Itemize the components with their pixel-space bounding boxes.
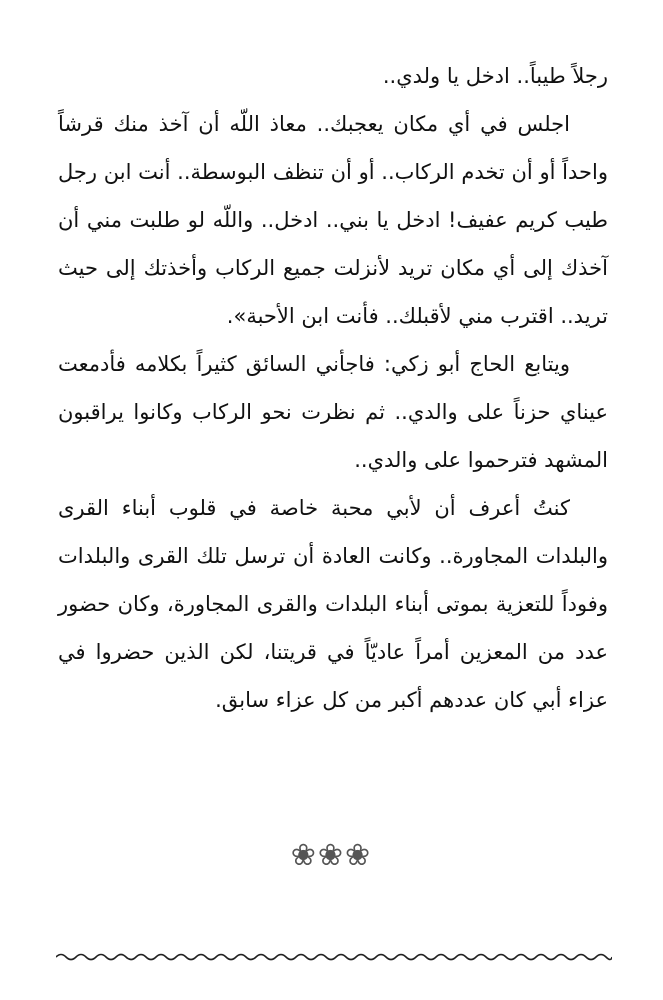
paragraph-4: كنتُ أعرف أن لأبي محبة خاصة في قلوب أبناء القرى والبلدات المجاورة.. وكانت العادة أن ترسل تلك القرى والبلدات وفوداً للتعزية بموتى أبناء البلدات والقرى المجاورة، وكان حضور عدد من المعزين أمراً عاديّاً في قريتنا، لكن الذين حضروا في عزاء أبي كان عددهم أكبر من كل عزاء سابق.	[58, 496, 608, 712]
page-body	[58, 52, 608, 724]
flower-ornament-icon: ❀❀❀	[290, 838, 373, 873]
paragraph-1: رجلاً طيباً.. ادخل يا ولدي..	[382, 64, 608, 88]
paragraph-2: اجلس في أي مكان يعجبك.. معاذ اللّه أن آخذ منك قرشاً واحداً أو أن تخدم الركاب.. أو أن تنظف البوسطة.. أنت ابن رجل طيب كريم عفيف! ادخل يا بني.. ادخل.. واللّه لو طلبت مني أن آخذك إلى أي مكان تريد لأنزلت جميع الركاب وأخذتك إلى حيث تريد.. اقترب مني لأقبلك.. فأنت ابن الأحبة».	[58, 112, 608, 328]
footer-wavy-rule	[56, 950, 612, 964]
paragraph-3: ويتابع الحاج أبو زكي: فاجأني السائق كثيراً بكلامه فأدمعت عيناي حزناً على والدي.. ثم نظرت نحو الركاب وكانوا يراقبون المشهد فترحموا على والدي..	[58, 352, 608, 472]
